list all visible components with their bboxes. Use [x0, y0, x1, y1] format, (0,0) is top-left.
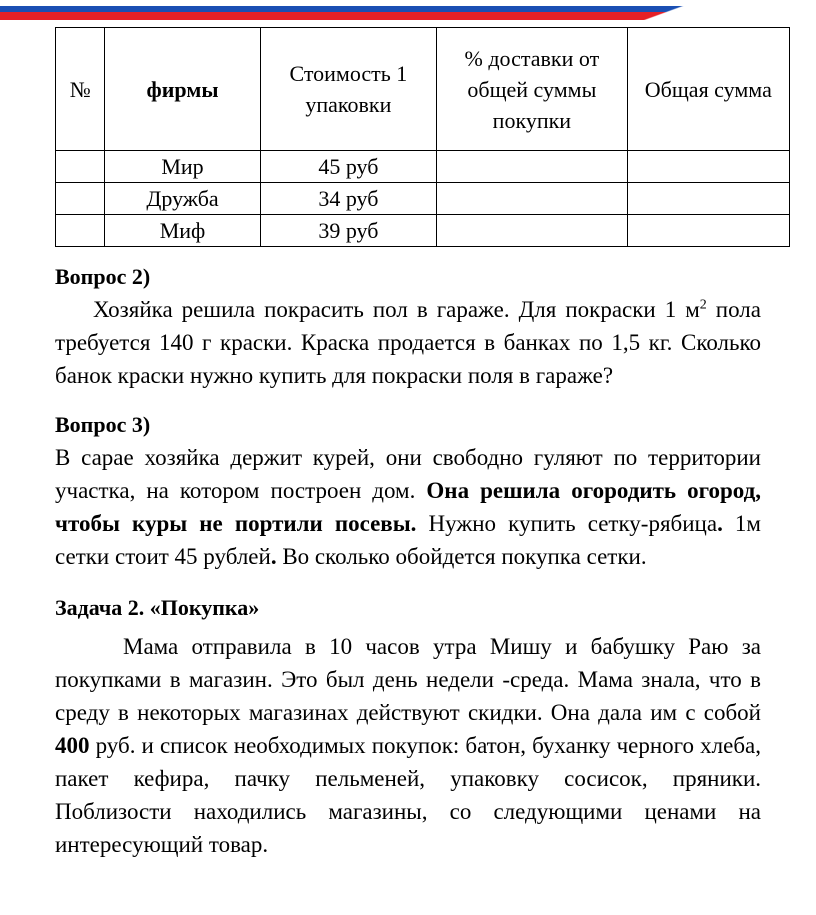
header-price: Стоимость 1 упаковки	[260, 28, 436, 151]
header-number: №	[56, 28, 105, 151]
cell-total	[627, 215, 789, 247]
header-total: Общая сумма	[627, 28, 789, 151]
cell-number	[56, 215, 105, 247]
table-row	[56, 183, 790, 215]
table-row	[56, 151, 790, 183]
question-2-title: Вопрос 2)	[55, 264, 151, 289]
question-3-text-part: В сарае хозяйка держит курей, они свободно гуляют по территории участка, на котором построен дом.	[55, 445, 761, 503]
question-2-text	[55, 293, 761, 392]
question-3-text-part: 1м сетки стоит 45 рублей	[55, 511, 761, 569]
task-2-text-part: руб. и список необходимых покупок: батон, буханку черного хлеба, пакет кефира, пачку пельменей, упаковку сосисок, пряники. Поблизости находились магазины, со следующими ценами на интересующий товар.	[55, 733, 761, 857]
task-2-text	[55, 630, 761, 861]
cell-firm: Миф	[105, 215, 260, 247]
header-firm: фирмы	[105, 28, 260, 151]
question-3-text-part: Нужно купить сетку-рябица	[416, 511, 718, 536]
cell-number	[56, 183, 105, 215]
superscript-two: 2	[699, 297, 707, 313]
cell-price: 34 руб	[260, 183, 436, 215]
cell-number	[56, 151, 105, 183]
cell-price: 45 руб	[260, 151, 436, 183]
header-delivery: % доставки от общей суммы покупки	[437, 28, 628, 151]
cell-firm: Дружба	[105, 183, 260, 215]
cell-total	[627, 183, 789, 215]
question-3-bold-text: Она решила огородить огород, чтобы куры не портили посевы.	[55, 478, 761, 536]
document-body	[55, 260, 761, 861]
cell-delivery	[437, 151, 628, 183]
table-header-row	[56, 28, 790, 151]
question-2-text-part: пола требуется 140 г краски. Краска продается в банках по 1,5 кг. Сколько банок краски нужно купить для покраски поля в гараже?	[55, 297, 761, 388]
cell-firm: Мир	[105, 151, 260, 183]
question-3-text-part: Во сколько обойдется покупка сетки.	[276, 544, 647, 569]
question-3-title: Вопрос 3)	[55, 412, 151, 437]
bold-period: .	[270, 544, 277, 569]
price-table	[55, 27, 790, 247]
question-2-text-part: Хозяйка решила покрасить пол в гараже. Для покраски 1 м	[93, 297, 700, 322]
task-2-text-part: Мама отправила в 10 часов утра Мишу и бабушку Раю за покупками в магазин. Это был день недели -среда. Мама знала, что в среду в некоторых магазинах действуют скидки. Она дала им с собой	[55, 634, 761, 725]
question-3-text	[55, 441, 761, 573]
bold-period: .	[717, 511, 723, 536]
cell-delivery	[437, 183, 628, 215]
flag-stripe-decoration	[0, 0, 816, 20]
task-2-title: Задача 2. «Покупка»	[55, 595, 260, 620]
cell-price: 39 руб	[260, 215, 436, 247]
cell-total	[627, 151, 789, 183]
table-row	[56, 215, 790, 247]
task-2-amount: 400	[55, 733, 90, 758]
cell-delivery	[437, 215, 628, 247]
